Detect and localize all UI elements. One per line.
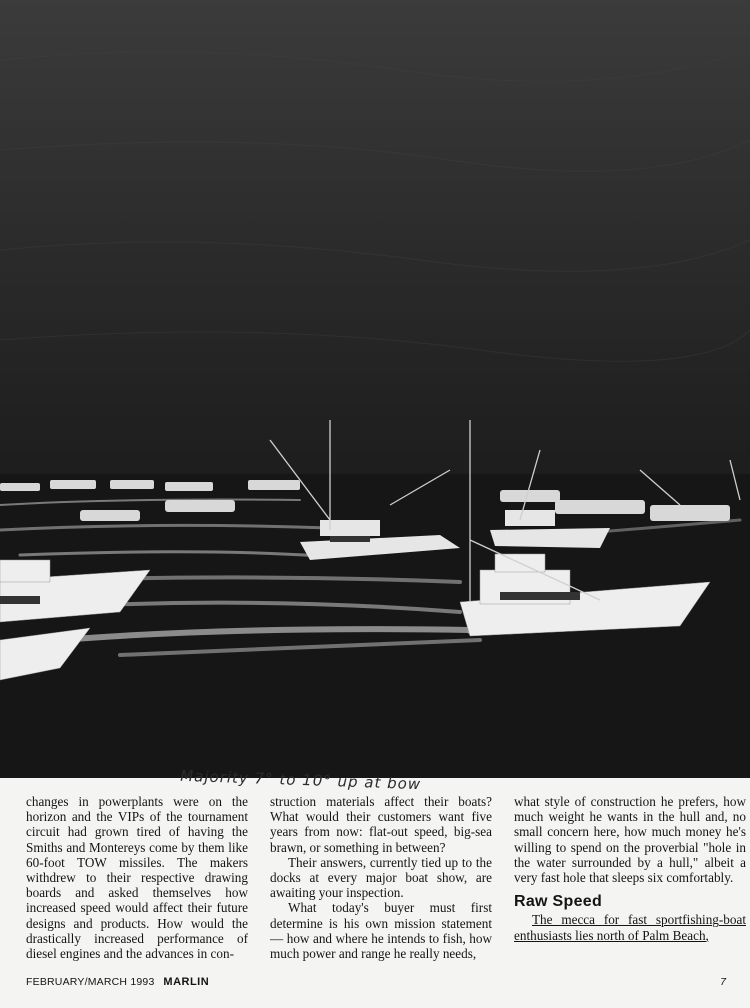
paragraph: What today's buyer must first determine is his own mission statement — how and where he intends to fish, how much power and range he really needs,: [270, 900, 492, 962]
column-1: [26, 794, 248, 961]
paragraph: The mecca for fast sportfishing-boat enthusiasts lies north of Palm Beach,: [514, 912, 746, 943]
article-body: [26, 794, 750, 964]
column-3: [514, 794, 746, 943]
issue-date: FEBRUARY/MARCH 1993: [26, 976, 155, 988]
paragraph: changes in powerplants were on the horizon and the VIPs of the tournament circuit had grown tired of having the Smiths and Montereys come by them like 60-foot TOW missiles. The makers withdrew to their respective drawing boards and asked themselves how increased speed would affect their future designs and products. How would the drastically increased performance of diesel engines and the advances in con-: [26, 794, 248, 962]
column-2: [270, 794, 492, 961]
paragraph: struction materials affect their boats? What would their customers want five years from now: flat-out speed, big-sea brawn, or something in between?: [270, 794, 492, 855]
magazine-name: MARLIN: [163, 976, 210, 988]
section-heading: Raw Speed: [514, 893, 603, 911]
paragraph: Their answers, currently tied up to the docks at every major boat show, are awaiting your inspection.: [270, 854, 492, 901]
paragraph: what style of construction he prefers, how much weight he wants in the hull and, no small concern here, how much money he's willing to spend on the proverbial "hole in the water surrounded by a hull," albeit a very fast hole that sleeps six comfortably.: [514, 794, 746, 886]
page-footer: [26, 976, 726, 992]
handwritten-note: Majority 7° to 10° up at bow: [179, 766, 422, 794]
page-number: 7: [720, 976, 726, 988]
